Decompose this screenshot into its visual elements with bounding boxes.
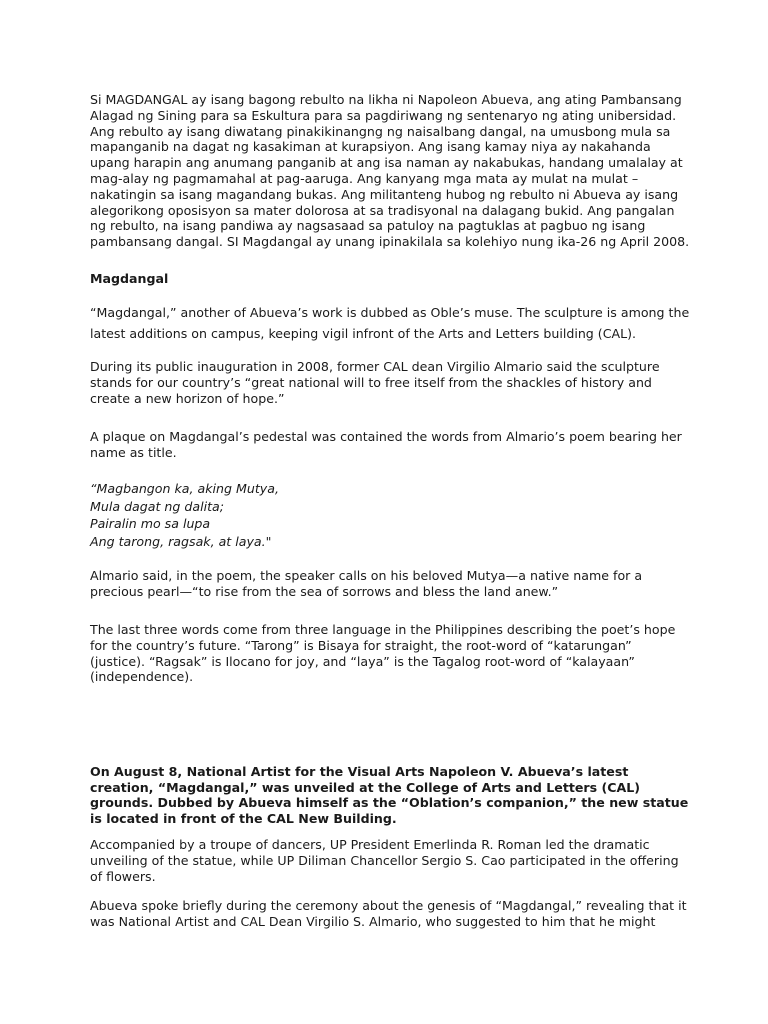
paragraph-speaker: Almario said, in the poem, the speaker calls on his beloved Mutya—a native name for a precious pearl—“to rise from the sea of sorrows and bless the land anew.” [90,568,643,599]
paragraph-genesis: Abueva spoke briefly during the ceremony about the genesis of “Magdangal,” revealing that it was National Artist and CAL Dean Virgilio S. Almario, who suggested to him that he might [90,898,687,929]
paragraph-inauguration: During its public inauguration in 2008, former CAL dean Virgilio Almario said the sculpture stands for our country’s “great national will to free itself from the shackles of history and create a new horizon of hope.” [90,359,660,406]
poem-line: Pairalin mo sa lupa [90,516,211,531]
paragraph-three-words: The last three words come from three language in the Philippines describing the poet’s hope for the country’s future. “Tarong” is Bisaya for straight, the root-word of “katarungan” (justice). “Ragsak” is Ilocano for joy, and “laya” is the Tagalog root-word of “kalayaan” (independence). [90,622,676,685]
paragraph-muse: “Magdangal,” another of Abueva’s work is dubbed as Oble’s muse. The sculpture is among the latest additions on campus, keeping vigil infront of the Arts and Letters building (CAL). [90,305,690,341]
poem-line: Ang tarong, ragsak, at laya." [90,533,272,549]
poem-line: Mula dagat ng dalita; [90,498,225,514]
paragraph-plaque: A plaque on Magdangal’s pedestal was contained the words from Almario’s poem bearing her name as title. [90,429,682,460]
poem-excerpt [90,480,690,550]
poem-line: “Magbangon ka, aking Mutya, [90,481,279,496]
paragraph-bold-lead: On August 8, National Artist for the Visual Arts Napoleon V. Abueva’s latest creation, “Magdangal,” was unveiled at the College of Arts and Letters (CAL) grounds. Dubbed by Abueva himself as the “Oblation’s companion,” the new statue is located in front of the CAL New Building. [90,764,689,826]
intro-paragraph: Si MAGDANGAL ay isang bagong rebulto na likha ni Napoleon Abueva, ang ating Pambansang Alagad ng Sining para sa Eskultura para sa pagdiriwang ng sentenaryo ng ating unibersidad. Ang rebulto ay isang diwatang pinakikinangng ng naisalbang dangal, na umusbong mula sa mapanganib na dagat ng kasakiman at kurapsiyon. Ang isang kamay niya ay nakahanda upang harapin ang anumang panganib at ang isa naman ay nakabukas, handang umalalay at mag-alay ng pagmamahal at pag-aaruga. Ang kanyang mga mata ay mulat na mulat – nakatingin sa isang magandang bukas. Ang militanteng hubog ng rebulto ni Abueva ay isang alegorikong oposisyon sa mater dolorosa at sa tradisyonal na dalagang bukid. Ang pangalan ng rebulto, na isang pandiwa ay nagsasaad sa patuloy na pagtuklas at pagbuo ng isang pambansang dangal. SI Magdangal ay unang ipinakilala sa kolehiyo nung ika-26 ng April 2008. [90,92,690,250]
paragraph-unveiling: Accompanied by a troupe of dancers, UP President Emerlinda R. Roman led the dramatic unveiling of the statue, while UP Diliman Chancellor Sergio S. Cao participated in the offering of flowers. [90,837,679,884]
section-heading: Magdangal [90,271,169,286]
